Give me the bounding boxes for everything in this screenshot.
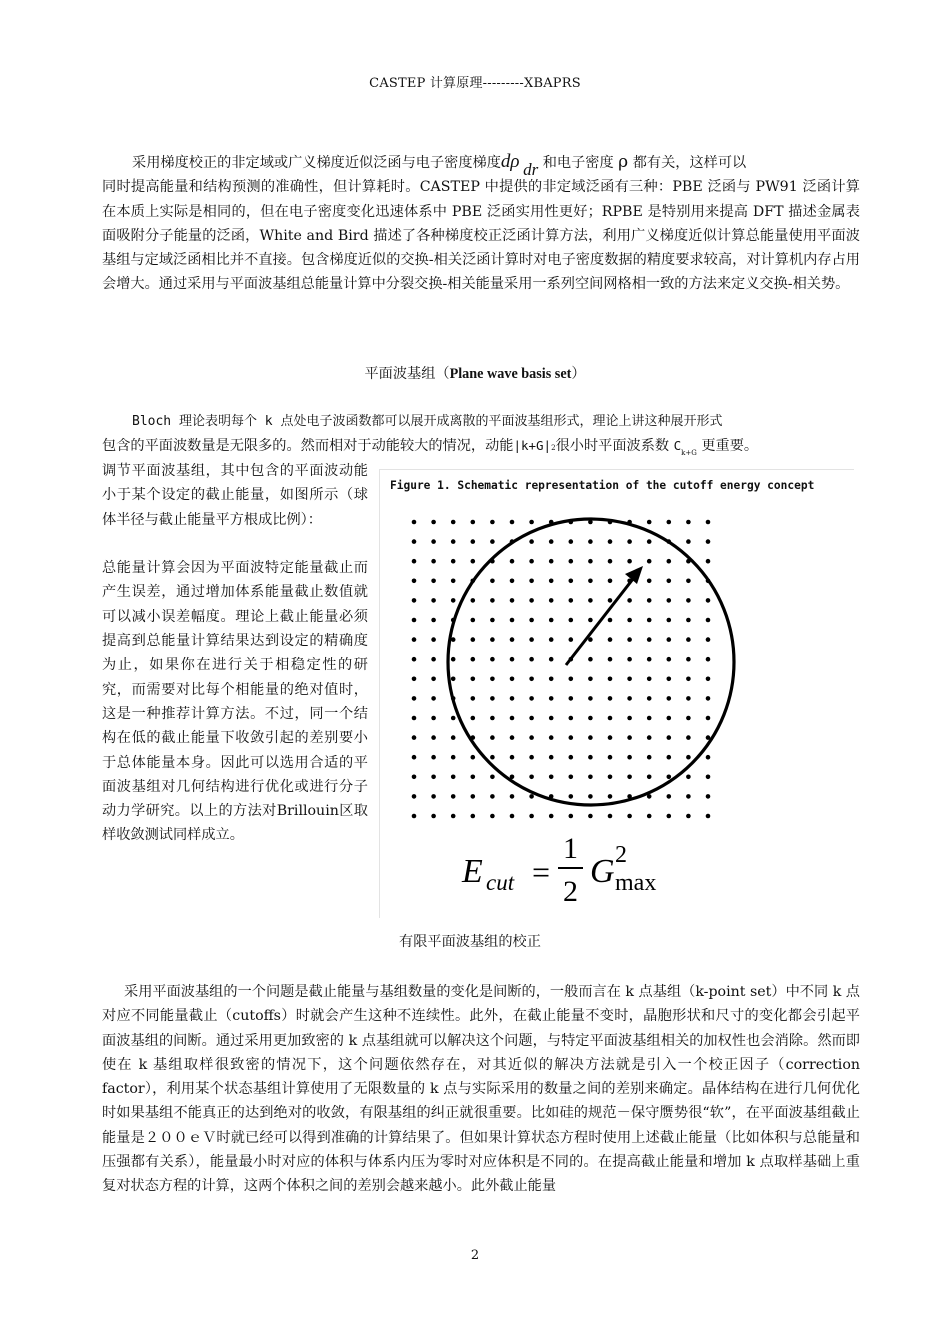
lattice-point	[451, 794, 456, 799]
lattice-point	[569, 637, 574, 642]
eq-equals: =	[532, 854, 551, 890]
lattice-point	[608, 794, 613, 799]
lattice-point	[412, 814, 417, 819]
density-gradient-symbol	[500, 151, 539, 179]
lattice-point	[451, 539, 456, 544]
lattice-point	[510, 735, 515, 740]
lattice-point	[588, 677, 593, 682]
figure-title: Figure 1. Schematic representation of the cutoff energy concept	[390, 479, 815, 492]
lattice-point	[706, 637, 711, 642]
lattice-point	[627, 716, 632, 721]
lattice-point	[490, 677, 495, 682]
gga-text-mid: 和电子密度	[542, 155, 614, 171]
lattice-point	[431, 735, 436, 740]
lattice-point	[686, 520, 691, 525]
lattice-point	[431, 618, 436, 623]
lattice-point	[431, 657, 436, 662]
lattice-point	[529, 618, 534, 623]
c-symbol: C	[673, 438, 682, 454]
lattice-point	[451, 735, 456, 740]
section-title	[0, 363, 950, 383]
lattice-point	[706, 598, 711, 603]
lattice-point	[686, 794, 691, 799]
bloch-line2-a: 包含的平面波数量是无限多的。然而相对于动能较大的情况，动能	[102, 438, 514, 455]
lattice-point	[471, 657, 476, 662]
lattice-point	[529, 677, 534, 682]
lattice-point	[627, 814, 632, 819]
lattice-point	[412, 637, 417, 642]
lattice-point	[588, 814, 593, 819]
lattice-point	[608, 618, 613, 623]
paragraph-bloch	[102, 409, 860, 466]
eq-g-exponent: 2	[615, 842, 627, 868]
lattice-point	[569, 696, 574, 701]
lattice-point	[647, 696, 652, 701]
lattice-point	[490, 618, 495, 623]
lattice-point	[686, 598, 691, 603]
lattice-point	[510, 696, 515, 701]
lattice-point	[431, 539, 436, 544]
lattice-point	[608, 755, 613, 760]
lattice-point	[431, 559, 436, 564]
lattice-point	[431, 696, 436, 701]
lattice-point	[588, 598, 593, 603]
lattice-point	[412, 598, 417, 603]
lattice-point	[471, 794, 476, 799]
lattice-point	[510, 794, 515, 799]
lattice-point	[667, 735, 672, 740]
lattice-point	[627, 559, 632, 564]
lattice-point	[471, 618, 476, 623]
section-title-close: ）	[571, 366, 586, 382]
gga-text-suffix: 都有关，这样可以	[632, 155, 747, 171]
lattice-point	[569, 814, 574, 819]
section-title-en: Plane wave basis set	[449, 366, 572, 382]
lattice-point	[510, 559, 515, 564]
lattice-point	[569, 775, 574, 780]
lattice-point	[686, 657, 691, 662]
lattice-point	[431, 716, 436, 721]
lattice-point	[529, 814, 534, 819]
lattice-point	[471, 677, 476, 682]
lattice-point	[588, 735, 593, 740]
lattice-point	[471, 775, 476, 780]
lattice-point	[706, 775, 711, 780]
lattice-point	[431, 814, 436, 819]
lattice-point	[706, 618, 711, 623]
lattice-point	[608, 677, 613, 682]
lattice-point	[667, 618, 672, 623]
lattice-point	[706, 539, 711, 544]
lattice-point	[608, 716, 613, 721]
lattice-point	[647, 539, 652, 544]
lattice-point	[686, 637, 691, 642]
lattice-point	[510, 618, 515, 623]
lattice-point	[549, 755, 554, 760]
eq-denominator: 2	[563, 875, 578, 908]
lattice-point	[412, 559, 417, 564]
lattice-point	[588, 696, 593, 701]
eq-g: G	[590, 853, 615, 890]
lattice-point	[569, 579, 574, 584]
lattice-point	[627, 598, 632, 603]
lattice-point	[490, 775, 495, 780]
lattice-point	[647, 814, 652, 819]
lattice-point	[490, 637, 495, 642]
lattice-point	[549, 735, 554, 740]
kg-symbol: |k+G|	[513, 438, 552, 454]
lattice-point	[471, 814, 476, 819]
page-header: CASTEP 计算原理---------XBAPRS	[369, 76, 581, 91]
lattice-point	[451, 579, 456, 584]
lattice-point	[608, 814, 613, 819]
cutoff-energy-figure	[379, 469, 854, 918]
figure-caption: 有限平面波基组的校正	[399, 934, 541, 950]
paragraph-gga	[102, 150, 860, 297]
lattice-point	[490, 696, 495, 701]
lattice-point	[647, 579, 652, 584]
lattice-point	[608, 559, 613, 564]
paragraph-finite-basis-text: 采用平面波基组的一个问题是截止能量与基组数量的变化是间断的，一般而言在 k 点基组（k-point set）中不同 k 点对应不同能量截止（cutoffs）时就会产生这种不连续性。此外，在截止能量不变时，晶胞形状和尺寸的变化都会引起平面波基组的间断。通过采用更加致密的 k 点基组就可以解决这个问题，与特定平面波基组相关的加权性也会消除。然而即使在 k 基组取样很致密的情况下，这个问题依然存在，对其近似的解决方法就是引入一个校正因子（correction factor），利用某个状态基组计算使用了无限数量的 k 点与实际采用的数量之间的差别来确定。晶体结构在进行几何优化时如果基组不能真正的达到绝对的收敛，有限基组的纠正就很重要。比如硅的规范－保守赝势很“软”，在平面波基组截止能量是２００ｅＶ时就已经可以得到准确的计算结果了。但如果计算状态方程时使用上述截止能量（比如体积与总能量和压强都有关系），能量最小时对应的体积与体系内压为零时对应体积是不同的。在提高截止能量和增加 k 点取样基础上重复对状态方程的计算，这两个体积之间的差别会越来越小。此外截止能量	[102, 984, 860, 1195]
lattice-point	[627, 735, 632, 740]
lattice-point	[627, 637, 632, 642]
lattice-point	[667, 814, 672, 819]
lattice-point	[588, 794, 593, 799]
lattice-point	[608, 696, 613, 701]
lattice-point	[706, 814, 711, 819]
lattice-point	[471, 539, 476, 544]
lattice-point	[686, 618, 691, 623]
lattice-point	[490, 794, 495, 799]
gga-text-prefix: 采用梯度校正的非定域或广义梯度近似泛函与电子密度梯度	[132, 155, 501, 171]
lattice-point	[412, 696, 417, 701]
lattice-point	[569, 539, 574, 544]
lattice-point	[412, 794, 417, 799]
lattice-point	[490, 520, 495, 525]
lattice-point	[510, 520, 515, 525]
lattice-point	[431, 677, 436, 682]
lattice-point	[549, 598, 554, 603]
lattice-point	[686, 677, 691, 682]
lattice-point	[569, 794, 574, 799]
lattice-point	[686, 716, 691, 721]
lattice-point	[667, 637, 672, 642]
lattice-point	[471, 696, 476, 701]
lattice-point	[667, 677, 672, 682]
side-paragraph-2: 总能量计算会因为平面波特定能量截止而产生误差，通过增加体系能量截止数值就可以减小误差幅度。理论上截止能量必须提高到总能量计算结果达到设定的精确度为止，如果你在进行关于相稳定性的研究，而需要对比每个相能量的绝对值时，这是一种推荐计算方法。不过，同一个结构在低的截止能量下收敛引起的差别要小于总体能量本身。因此可以选用合适的平面波基组对几何结构进行优化或进行分子动力学研究。以上的方法对Brillouin区取样收敛测试同样成立。	[102, 560, 368, 844]
lattice-point	[549, 637, 554, 642]
lattice-point	[490, 579, 495, 584]
lattice-point	[529, 657, 534, 662]
lattice-point	[667, 520, 672, 525]
lattice-point	[647, 618, 652, 623]
lattice-point	[510, 716, 515, 721]
lattice-point	[686, 696, 691, 701]
c-subscript: k+G	[681, 449, 697, 458]
lattice-point	[549, 618, 554, 623]
lattice-point	[510, 814, 515, 819]
lattice-point	[529, 775, 534, 780]
bloch-line2-b: 很小时平面波系数	[555, 438, 670, 455]
lattice-point	[647, 559, 652, 564]
grad-rho: ρ	[510, 151, 520, 172]
lattice-point	[608, 657, 613, 662]
lattice-point	[706, 657, 711, 662]
lattice-point	[706, 677, 711, 682]
lattice-point	[529, 520, 534, 525]
lattice-point	[647, 775, 652, 780]
lattice-point	[510, 637, 515, 642]
lattice-point	[588, 755, 593, 760]
lattice-point	[706, 520, 711, 525]
lattice-point	[431, 520, 436, 525]
lattice-point	[529, 539, 534, 544]
lattice-point	[667, 579, 672, 584]
lattice-point	[431, 579, 436, 584]
lattice-point	[608, 579, 613, 584]
lattice-point	[627, 657, 632, 662]
lattice-point	[510, 657, 515, 662]
lattice-point	[569, 618, 574, 623]
lattice-point	[588, 775, 593, 780]
lattice-point	[451, 598, 456, 603]
lattice-point	[490, 735, 495, 740]
lattice-point	[686, 755, 691, 760]
lattice-point	[608, 598, 613, 603]
lattice-point	[529, 794, 534, 799]
lattice-point	[569, 735, 574, 740]
side-column	[102, 459, 368, 848]
lattice-point	[549, 559, 554, 564]
lattice-point	[529, 579, 534, 584]
lattice-point	[647, 657, 652, 662]
section-title-cn: 平面波基组（	[364, 366, 450, 382]
lattice-point	[529, 598, 534, 603]
lattice-point	[627, 677, 632, 682]
lattice-point	[451, 716, 456, 721]
lattice-point	[569, 559, 574, 564]
lattice-point	[412, 677, 417, 682]
radius-arrow-shaft	[566, 575, 636, 665]
lattice-point	[490, 598, 495, 603]
paragraph-gga-first-line	[102, 150, 860, 179]
lattice-point	[588, 657, 593, 662]
lattice-point	[627, 775, 632, 780]
cutoff-energy-diagram	[380, 470, 854, 918]
lattice-point	[608, 775, 613, 780]
lattice-point	[686, 814, 691, 819]
rho-symbol: ρ	[618, 152, 629, 172]
paragraph-bloch-line1	[102, 409, 860, 434]
lattice-point	[647, 755, 652, 760]
lattice-point	[451, 677, 456, 682]
lattice-point	[549, 696, 554, 701]
lattice-point	[667, 755, 672, 760]
lattice-point	[588, 579, 593, 584]
lattice-point	[549, 677, 554, 682]
kg-exponent: 2	[551, 444, 556, 453]
eq-e: E	[462, 853, 483, 890]
lattice-point	[608, 735, 613, 740]
lattice-point	[412, 775, 417, 780]
lattice-point	[647, 637, 652, 642]
eq-cut: cut	[486, 870, 515, 895]
lattice-point	[549, 579, 554, 584]
lattice-point	[667, 657, 672, 662]
lattice-point	[471, 559, 476, 564]
lattice-point	[431, 775, 436, 780]
lattice-point	[706, 559, 711, 564]
lattice-point	[471, 637, 476, 642]
eq-g-subscript: max	[615, 870, 657, 896]
lattice-point	[627, 755, 632, 760]
lattice-point	[412, 618, 417, 623]
lattice-point	[569, 755, 574, 760]
lattice-point	[490, 814, 495, 819]
lattice-point	[529, 637, 534, 642]
lattice-point	[471, 598, 476, 603]
lattice-point	[451, 775, 456, 780]
lattice-point	[510, 579, 515, 584]
lattice-point	[490, 716, 495, 721]
bloch-line2-d: 更重要。	[701, 438, 759, 455]
side-paragraph-1: 调节平面波基组，其中包含的平面波动能小于某个设定的截止能量，如图所示（球体半径与截止能量平方根成比例）：	[102, 463, 368, 528]
lattice-point	[412, 735, 417, 740]
lattice-point	[706, 696, 711, 701]
bloch-line1-text: Bloch 理论表明每个 k 点处电子波函数都可以展开成离散的平面波基组形式，理论上讲这种展开形式	[132, 414, 723, 429]
lattice-point	[529, 716, 534, 721]
paragraph-gga-body: 同时提高能量和结构预测的准确性，但计算耗时。CASTEP 中提供的非定域泛函有三种：PBE 泛函与 PW91 泛函计算在本质上实际是相同的，但在电子密度变化迅速体系中 PBE 泛函实用性更好；RPBE 是特别用来提高 DFT 描述金属表面吸附分子能量的泛函，White and Bird 描述了各种梯度校正泛函计算方法，利用广义梯度近似计算总能量使用平面波基组与定域泛函相比并不直接。包含梯度近似的交换-相关泛函计算时对电子密度数据的精度要求较高，对计算机内存占用会增大。通过采用与平面波基组总能量计算中分裂交换-相关能量采用一系列空间网格相一致的方法来定义交换-相关势。	[102, 179, 860, 293]
lattice-point	[510, 755, 515, 760]
grad-d: d	[500, 151, 511, 172]
lattice-point	[529, 735, 534, 740]
lattice-point	[451, 814, 456, 819]
lattice-point	[667, 794, 672, 799]
lattice-point	[431, 598, 436, 603]
paragraph-finite-basis	[102, 980, 860, 1199]
lattice-point	[647, 598, 652, 603]
lattice-point	[510, 677, 515, 682]
lattice-point	[686, 735, 691, 740]
lattice-point	[451, 559, 456, 564]
lattice-point	[451, 520, 456, 525]
lattice-point	[549, 775, 554, 780]
lattice-point	[412, 716, 417, 721]
lattice-point	[412, 755, 417, 760]
lattice-point	[686, 539, 691, 544]
eq-numerator: 1	[563, 832, 578, 865]
lattice-point	[686, 579, 691, 584]
lattice-point	[647, 520, 652, 525]
lattice-point	[706, 755, 711, 760]
lattice-point	[529, 559, 534, 564]
lattice-point	[569, 716, 574, 721]
lattice-point	[627, 618, 632, 623]
lattice-point	[490, 755, 495, 760]
lattice-point	[667, 598, 672, 603]
lattice-point	[431, 637, 436, 642]
lattice-point	[471, 755, 476, 760]
lattice-point	[412, 520, 417, 525]
lattice-point	[627, 539, 632, 544]
lattice-point	[608, 637, 613, 642]
lattice-point	[490, 539, 495, 544]
lattice-point	[431, 794, 436, 799]
lattice-point	[451, 755, 456, 760]
lattice-point	[588, 618, 593, 623]
lattice-point	[412, 539, 417, 544]
lattice-point	[667, 775, 672, 780]
lattice-point	[667, 696, 672, 701]
lattice-point	[549, 814, 554, 819]
page-number: 2	[470, 1248, 480, 1263]
lattice-point	[412, 579, 417, 584]
lattice-point	[627, 696, 632, 701]
lattice-point	[647, 716, 652, 721]
lattice-point	[471, 716, 476, 721]
lattice-point	[549, 539, 554, 544]
lattice-point	[412, 657, 417, 662]
lattice-point	[588, 716, 593, 721]
lattice-point	[588, 539, 593, 544]
lattice-point	[490, 657, 495, 662]
lattice-point	[549, 657, 554, 662]
lattice-point	[608, 539, 613, 544]
lattice-point	[549, 716, 554, 721]
lattice-point	[529, 755, 534, 760]
lattice-point	[471, 520, 476, 525]
lattice-point	[706, 716, 711, 721]
lattice-point	[667, 559, 672, 564]
grad-dr: dr	[523, 160, 539, 179]
lattice-point	[647, 677, 652, 682]
lattice-point	[667, 716, 672, 721]
reciprocal-lattice-grid	[412, 520, 711, 819]
lattice-point	[529, 696, 534, 701]
lattice-point	[588, 559, 593, 564]
lattice-point	[510, 598, 515, 603]
cutoff-equation	[461, 832, 656, 908]
lattice-point	[647, 735, 652, 740]
lattice-point	[569, 677, 574, 682]
lattice-point	[569, 598, 574, 603]
lattice-point	[451, 657, 456, 662]
lattice-point	[706, 794, 711, 799]
lattice-point	[431, 755, 436, 760]
lattice-point	[686, 775, 691, 780]
